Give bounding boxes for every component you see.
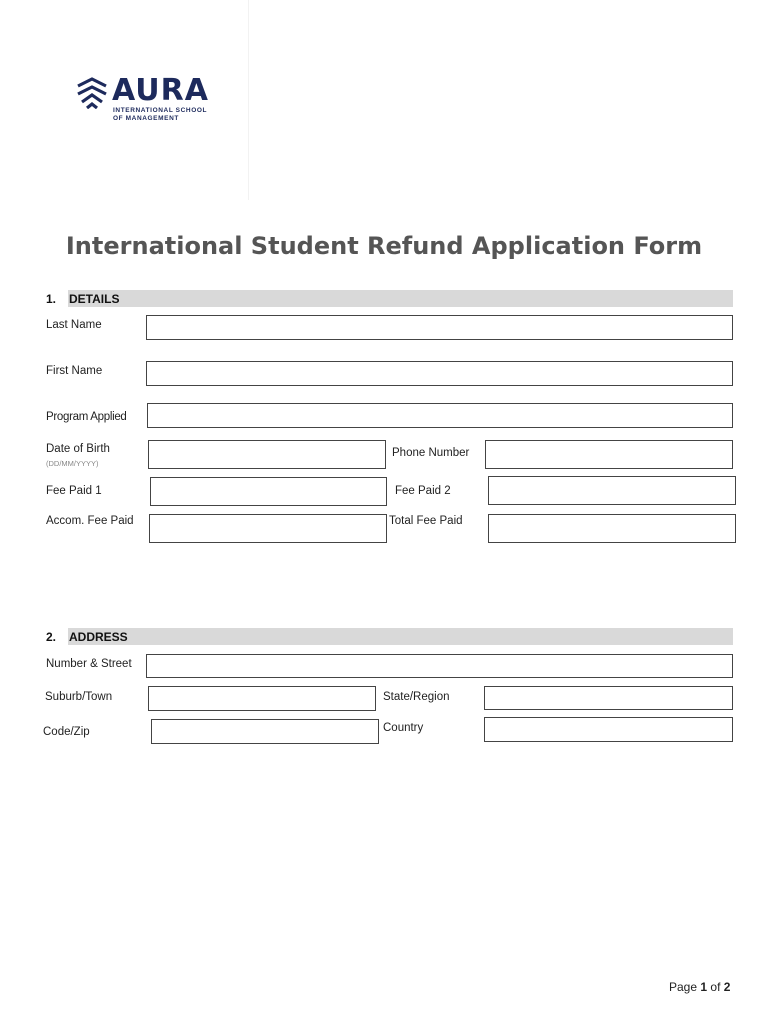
- accom-fee-paid-input[interactable]: [150, 515, 386, 542]
- header-divider: [248, 0, 249, 200]
- suburb-town-input[interactable]: [149, 687, 375, 710]
- phone-number-input[interactable]: [486, 441, 732, 468]
- country-label: Country: [383, 722, 424, 734]
- code-zip-field[interactable]: [151, 719, 379, 744]
- logo-subtitle: [113, 107, 223, 123]
- logo-icon: [76, 77, 108, 109]
- fee-paid-1-input[interactable]: [151, 478, 386, 505]
- last-name-label: Last Name: [46, 319, 102, 331]
- country-input[interactable]: [485, 718, 732, 741]
- logo-subtitle-line2: OF MANAGEMENT: [113, 115, 179, 122]
- total-fee-paid-label: Total Fee Paid: [389, 515, 463, 527]
- section-number-address: 2.: [46, 630, 57, 644]
- date-of-birth-field[interactable]: [148, 440, 386, 469]
- date-of-birth-input[interactable]: [149, 441, 385, 468]
- accom-fee-paid-label: Accom. Fee Paid: [46, 515, 134, 527]
- country-field[interactable]: [484, 717, 733, 742]
- number-street-field[interactable]: [146, 654, 733, 678]
- state-region-label: State/Region: [383, 691, 450, 703]
- section-bar-details: [68, 290, 733, 307]
- suburb-town-field[interactable]: [148, 686, 376, 711]
- logo-wordmark: AURA: [112, 73, 209, 108]
- date-of-birth-hint: (DD/MM/YYYY): [46, 459, 99, 468]
- state-region-field[interactable]: [484, 686, 733, 710]
- last-name-field[interactable]: [146, 315, 733, 340]
- program-applied-input[interactable]: [148, 404, 732, 427]
- fee-paid-1-label: Fee Paid 1: [46, 485, 102, 497]
- page-of-word: of: [710, 980, 721, 994]
- program-applied-label: Program Applied: [46, 411, 127, 423]
- suburb-town-label: Suburb/Town: [45, 691, 113, 703]
- fee-paid-2-input[interactable]: [489, 477, 735, 504]
- phone-number-label: Phone Number: [392, 447, 470, 459]
- section-number-details: 1.: [46, 292, 57, 306]
- fee-paid-2-field[interactable]: [488, 476, 736, 505]
- section-title-details: DETAILS: [69, 292, 120, 306]
- section-title-address: ADDRESS: [69, 630, 128, 644]
- page-title: International Student Refund Application Form: [65, 232, 703, 260]
- logo-subtitle-line1: INTERNATIONAL SCHOOL: [113, 107, 208, 114]
- accom-fee-paid-field[interactable]: [149, 514, 387, 543]
- page-number: [669, 980, 730, 994]
- total-fee-paid-input[interactable]: [489, 515, 735, 542]
- code-zip-input[interactable]: [152, 720, 378, 743]
- total-fee-paid-field[interactable]: [488, 514, 736, 543]
- fee-paid-1-field[interactable]: [150, 477, 387, 506]
- fee-paid-2-label: Fee Paid 2: [395, 485, 451, 497]
- phone-number-field[interactable]: [485, 440, 733, 469]
- state-region-input[interactable]: [485, 687, 732, 709]
- first-name-label: First Name: [46, 365, 103, 377]
- page-total: 2: [723, 980, 731, 994]
- first-name-input[interactable]: [147, 362, 732, 385]
- section-bar-address: [68, 628, 733, 645]
- first-name-field[interactable]: [146, 361, 733, 386]
- number-street-label: Number & Street: [46, 658, 132, 670]
- program-applied-field[interactable]: [147, 403, 733, 428]
- page-current: 1: [700, 980, 708, 994]
- number-street-input[interactable]: [147, 655, 732, 677]
- page-word: Page: [669, 980, 698, 994]
- date-of-birth-label: Date of Birth: [46, 443, 110, 455]
- last-name-input[interactable]: [147, 316, 732, 339]
- code-zip-label: Code/Zip: [43, 726, 90, 738]
